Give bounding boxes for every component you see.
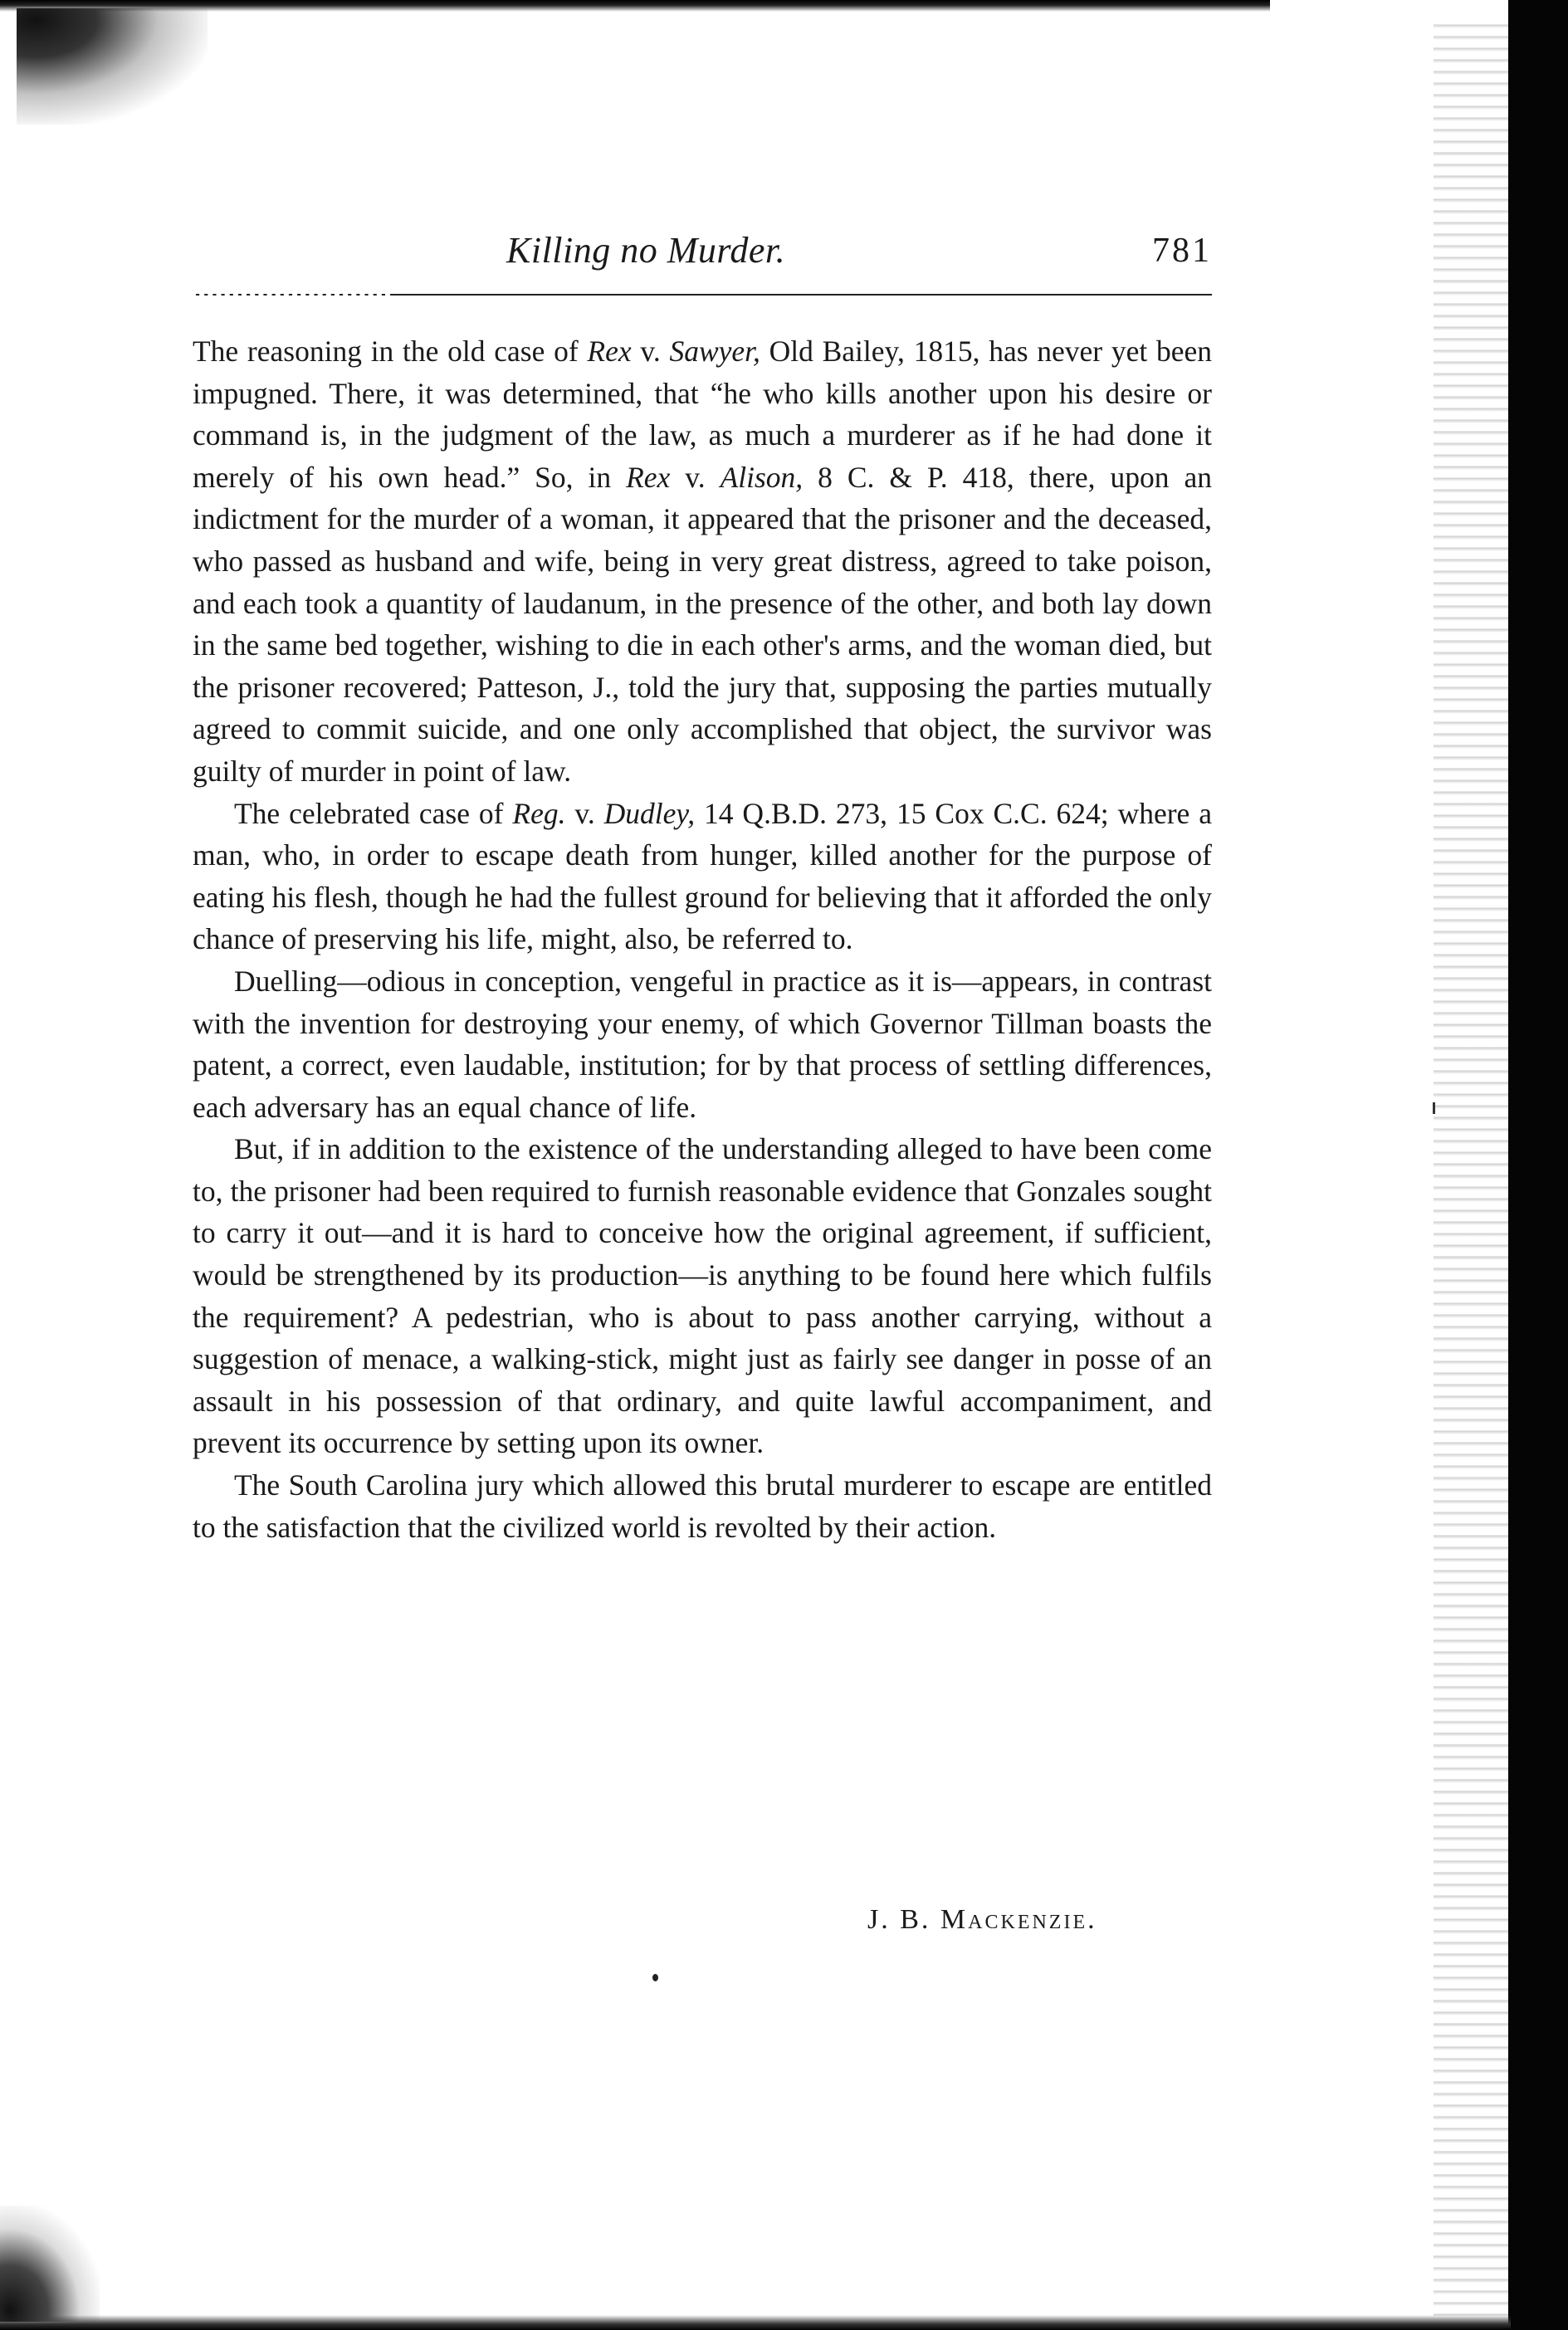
- scan-smudge-top-left: [17, 8, 208, 125]
- margin-mark: [1433, 1102, 1435, 1114]
- article-body: [193, 330, 1212, 1548]
- paragraph: [193, 960, 1212, 1128]
- scan-fringe-right: [1434, 17, 1508, 2316]
- case-name-italic: Alison,: [720, 460, 804, 494]
- paragraph: [193, 330, 1212, 793]
- case-name-italic: Sawyer,: [669, 335, 760, 368]
- running-title: Killing no Murder.: [506, 230, 786, 271]
- scan-smudge-bottom-left: [0, 2205, 100, 2322]
- paragraph: [193, 793, 1212, 960]
- text-run: v.: [565, 796, 604, 830]
- header-rule-broken-segment: [191, 294, 390, 296]
- text-run: v.: [631, 335, 670, 368]
- scan-edge-bottom: [0, 2315, 1511, 2330]
- text-run: But, if in addition to the existence of the understanding alleged to have been come to, the prisoner had been required to furnish reasonable evidence that Gonzales sought to carry it out—and it is hard to conceive how the original agreement, if sufficient, would be strengthened by its production—is anything to be found here which fulfils the requirement? A pedestrian, who is about to pass another carrying, without a suggestion of menace, a walking-stick, might just as fairly see danger in posse of an assault in his possession of that ordinary, and quite lawful accompaniment, and prevent its occurrence by setting upon its owner.: [193, 1132, 1212, 1460]
- text-run: The reasoning in the old case of: [193, 335, 588, 368]
- paragraph: [193, 1128, 1212, 1464]
- case-name-italic: Rex: [626, 460, 671, 494]
- text-run: The South Carolina jury which allowed this brutal murderer to escape are entitled to the satisfaction that the civilized world is revolted by their action.: [193, 1468, 1212, 1544]
- paragraph: [193, 1464, 1212, 1548]
- text-run: v.: [670, 460, 720, 494]
- text-run: 14 Q.B.D. 273, 15 Cox C.C. 624; where a man, who, in order to escape death from hunger, killed another for the purpose of eating his flesh, though he had the fullest ground for believing that it afforded the only chance of preserving his life, might, also, be referred to.: [193, 796, 1212, 956]
- scan-edge-right: [1508, 0, 1568, 2330]
- author-signature: J. B. Mackenzie.: [867, 1904, 1097, 1935]
- running-head: [191, 224, 1212, 282]
- text-run: Old Bailey, 1815, has never yet been impugned. There, it was determined, that “he who kills another upon his desire or command is, in the judgment of the law, as much a murderer as if he had done it merely of his own head.” So, in: [193, 335, 1212, 494]
- text-run: 8 C. & P. 418, there, upon an indictment for the murder of a woman, it appeared that the prisoner and the deceased, who passed as husband and wife, being in very great distress, agreed to take poison, and each took a quantity of laudanum, in the presence of the other, and both lay down in the same bed together, wishing to die in each other's arms, and the woman died, but the prisoner recovered; Patteson, J., told the jury that, supposing the parties mutually agreed to commit suicide, and one only accomplished that object, the survivor was guilty of murder in point of law.: [193, 460, 1212, 788]
- case-name-italic: Reg.: [512, 796, 566, 830]
- text-run: Duelling—odious in conception, vengeful in practice as it is—appears, in contrast with the invention for destroying your enemy, of which Governor Tillman boasts the patent, a correct, even laudable, institution; for by that process of settling differences, each adversary has an equal chance of life.: [193, 964, 1212, 1124]
- page-number: 781: [1152, 232, 1212, 270]
- case-name-italic: Rex: [587, 335, 632, 368]
- text-run: The celebrated case of: [234, 796, 513, 830]
- case-name-italic: Dudley,: [603, 796, 696, 830]
- ink-speck: [652, 1974, 658, 1981]
